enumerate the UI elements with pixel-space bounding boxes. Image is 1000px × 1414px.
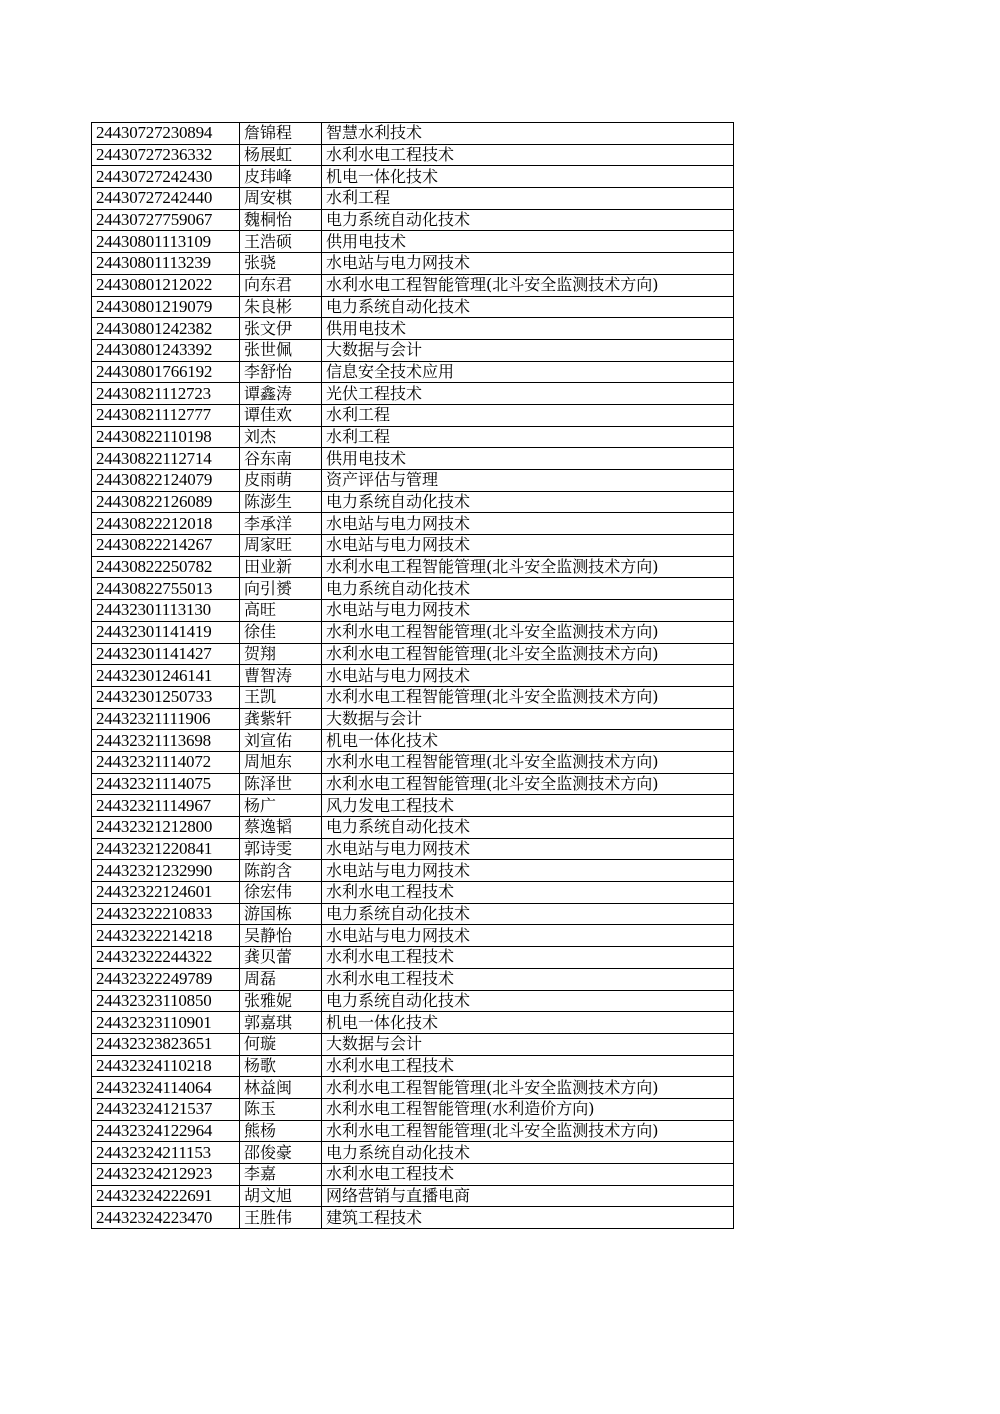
student-id-cell: 24430822212018: [92, 513, 240, 535]
student-name-cell: 吴静怡: [240, 925, 322, 947]
table-row: [92, 1142, 734, 1164]
major-cell: 水利水电工程智能管理(北斗安全监测技术方向): [322, 1120, 734, 1142]
student-id-cell: 24432321114072: [92, 751, 240, 773]
major-cell: 水电站与电力网技术: [322, 665, 734, 687]
table-row: [92, 1033, 734, 1055]
student-name-cell: 龚紫轩: [240, 708, 322, 730]
student-name-cell: 陈澎生: [240, 491, 322, 513]
student-id-cell: 24430727759067: [92, 209, 240, 231]
table-row: [92, 838, 734, 860]
student-name-cell: 游国栋: [240, 903, 322, 925]
major-cell: 水利工程: [322, 404, 734, 426]
student-id-cell: 24432324114064: [92, 1077, 240, 1099]
student-name-cell: 林益闽: [240, 1077, 322, 1099]
table-row: [92, 925, 734, 947]
major-cell: 电力系统自动化技术: [322, 1142, 734, 1164]
table-row: [92, 621, 734, 643]
student-name-cell: 杨歌: [240, 1055, 322, 1077]
student-name-cell: 郭嘉琪: [240, 1012, 322, 1034]
student-name-cell: 徐宏伟: [240, 882, 322, 904]
table-row: [92, 1164, 734, 1186]
major-cell: 水利水电工程智能管理(北斗安全监测技术方向): [322, 556, 734, 578]
student-name-cell: 魏桐怡: [240, 209, 322, 231]
student-id-cell: 24430727242430: [92, 166, 240, 188]
student-name-cell: 周安棋: [240, 188, 322, 210]
major-cell: 水利水电工程技术: [322, 968, 734, 990]
table-row: [92, 665, 734, 687]
table-row: [92, 209, 734, 231]
student-name-cell: 周旭东: [240, 751, 322, 773]
major-cell: 供用电技术: [322, 318, 734, 340]
student-name-cell: 詹锦程: [240, 123, 322, 145]
table-row: [92, 990, 734, 1012]
student-name-cell: 邵俊豪: [240, 1142, 322, 1164]
major-cell: 水利水电工程技术: [322, 144, 734, 166]
major-cell: 水电站与电力网技术: [322, 253, 734, 275]
major-cell: 电力系统自动化技术: [322, 990, 734, 1012]
student-name-cell: 张世佩: [240, 339, 322, 361]
table-row: [92, 882, 734, 904]
major-cell: 水利工程: [322, 188, 734, 210]
student-id-cell: 24430727242440: [92, 188, 240, 210]
student-name-cell: 张文伊: [240, 318, 322, 340]
student-name-cell: 刘杰: [240, 426, 322, 448]
table-row: [92, 751, 734, 773]
major-cell: 水利水电工程技术: [322, 1055, 734, 1077]
student-name-cell: 贺翔: [240, 643, 322, 665]
table-row: [92, 404, 734, 426]
student-id-cell: 24432321220841: [92, 838, 240, 860]
table-row: [92, 448, 734, 470]
major-cell: 水利水电工程智能管理(北斗安全监测技术方向): [322, 274, 734, 296]
student-name-cell: 徐佳: [240, 621, 322, 643]
student-id-cell: 24430822110198: [92, 426, 240, 448]
student-name-cell: 皮雨萌: [240, 470, 322, 492]
student-id-cell: 24432321114967: [92, 795, 240, 817]
student-id-cell: 24432301113130: [92, 600, 240, 622]
major-cell: 水利水电工程技术: [322, 1164, 734, 1186]
table-row: [92, 166, 734, 188]
student-name-cell: 周家旺: [240, 535, 322, 557]
major-cell: 机电一体化技术: [322, 166, 734, 188]
student-id-cell: 24432323110850: [92, 990, 240, 1012]
table-row: [92, 817, 734, 839]
table-row: [92, 318, 734, 340]
student-id-cell: 24430801242382: [92, 318, 240, 340]
table-row: [92, 773, 734, 795]
major-cell: 水电站与电力网技术: [322, 925, 734, 947]
student-id-cell: 24430727236332: [92, 144, 240, 166]
major-cell: 水电站与电力网技术: [322, 513, 734, 535]
student-name-cell: 王浩硕: [240, 231, 322, 253]
table-row: [92, 556, 734, 578]
student-id-cell: 24430821112777: [92, 404, 240, 426]
major-cell: 水利水电工程智能管理(北斗安全监测技术方向): [322, 643, 734, 665]
student-id-cell: 24432324110218: [92, 1055, 240, 1077]
student-id-cell: 24432324122964: [92, 1120, 240, 1142]
student-name-cell: 何璇: [240, 1033, 322, 1055]
student-id-cell: 24432322210833: [92, 903, 240, 925]
student-id-cell: 24430822214267: [92, 535, 240, 557]
major-cell: 水利水电工程技术: [322, 882, 734, 904]
table-row: [92, 144, 734, 166]
major-cell: 水利水电工程智能管理(北斗安全监测技术方向): [322, 686, 734, 708]
student-name-cell: 郭诗雯: [240, 838, 322, 860]
student-id-cell: 24432324222691: [92, 1185, 240, 1207]
table-row: [92, 643, 734, 665]
major-cell: 水电站与电力网技术: [322, 600, 734, 622]
student-name-cell: 杨展虹: [240, 144, 322, 166]
student-name-cell: 向引赟: [240, 578, 322, 600]
student-id-cell: 24432321114075: [92, 773, 240, 795]
table-row: [92, 491, 734, 513]
major-cell: 水电站与电力网技术: [322, 860, 734, 882]
major-cell: 电力系统自动化技术: [322, 209, 734, 231]
student-name-cell: 张骁: [240, 253, 322, 275]
student-name-cell: 王胜伟: [240, 1207, 322, 1229]
table-row: [92, 708, 734, 730]
student-id-cell: 24432322249789: [92, 968, 240, 990]
major-cell: 电力系统自动化技术: [322, 296, 734, 318]
student-name-cell: 李嘉: [240, 1164, 322, 1186]
major-cell: 网络营销与直播电商: [322, 1185, 734, 1207]
student-id-cell: 24432301141427: [92, 643, 240, 665]
major-cell: 供用电技术: [322, 231, 734, 253]
student-name-cell: 曹智涛: [240, 665, 322, 687]
student-id-cell: 24432322244322: [92, 947, 240, 969]
student-id-cell: 24430821112723: [92, 383, 240, 405]
major-cell: 机电一体化技术: [322, 1012, 734, 1034]
student-name-cell: 谭鑫涛: [240, 383, 322, 405]
table-row: [92, 274, 734, 296]
student-name-cell: 周磊: [240, 968, 322, 990]
major-cell: 风力发电工程技术: [322, 795, 734, 817]
student-id-cell: 24432321212800: [92, 817, 240, 839]
table-row: [92, 426, 734, 448]
student-id-cell: 24432321113698: [92, 730, 240, 752]
table-row: [92, 1185, 734, 1207]
student-name-cell: 陈泽世: [240, 773, 322, 795]
table-row: [92, 860, 734, 882]
student-name-cell: 皮玮峰: [240, 166, 322, 188]
major-cell: 水利工程: [322, 426, 734, 448]
student-name-cell: 谷东南: [240, 448, 322, 470]
table-row: [92, 296, 734, 318]
student-name-cell: 陈韵含: [240, 860, 322, 882]
major-cell: 电力系统自动化技术: [322, 491, 734, 513]
student-id-cell: 24432323823651: [92, 1033, 240, 1055]
major-cell: 电力系统自动化技术: [322, 578, 734, 600]
table-row: [92, 600, 734, 622]
student-id-cell: 24432301250733: [92, 686, 240, 708]
student-id-cell: 24430727230894: [92, 123, 240, 145]
student-name-cell: 胡文旭: [240, 1185, 322, 1207]
student-id-cell: 24432301141419: [92, 621, 240, 643]
table-row: [92, 513, 734, 535]
student-id-cell: 24432322214218: [92, 925, 240, 947]
table-row: [92, 947, 734, 969]
table-row: [92, 1077, 734, 1099]
student-name-cell: 朱良彬: [240, 296, 322, 318]
table-row: [92, 903, 734, 925]
table-row: [92, 361, 734, 383]
major-cell: 电力系统自动化技术: [322, 903, 734, 925]
student-name-cell: 王凯: [240, 686, 322, 708]
table-row: [92, 231, 734, 253]
table-row: [92, 968, 734, 990]
student-name-cell: 田业新: [240, 556, 322, 578]
table-row: [92, 1207, 734, 1229]
student-id-cell: 24430822112714: [92, 448, 240, 470]
table-row: [92, 470, 734, 492]
student-id-cell: 24432324223470: [92, 1207, 240, 1229]
table-row: [92, 253, 734, 275]
student-id-cell: 24430801219079: [92, 296, 240, 318]
major-cell: 资产评估与管理: [322, 470, 734, 492]
major-cell: 光伏工程技术: [322, 383, 734, 405]
student-id-cell: 24430822250782: [92, 556, 240, 578]
student-id-cell: 24432321232990: [92, 860, 240, 882]
student-name-cell: 杨广: [240, 795, 322, 817]
table-row: [92, 535, 734, 557]
major-cell: 水电站与电力网技术: [322, 838, 734, 860]
student-name-cell: 陈玉: [240, 1098, 322, 1120]
student-id-cell: 24432321111906: [92, 708, 240, 730]
major-cell: 水利水电工程智能管理(北斗安全监测技术方向): [322, 773, 734, 795]
table-row: [92, 1012, 734, 1034]
student-name-cell: 高旺: [240, 600, 322, 622]
table-row: [92, 1098, 734, 1120]
major-cell: 水利水电工程智能管理(北斗安全监测技术方向): [322, 1077, 734, 1099]
major-cell: 水利水电工程智能管理(北斗安全监测技术方向): [322, 751, 734, 773]
major-cell: 智慧水利技术: [322, 123, 734, 145]
major-cell: 机电一体化技术: [322, 730, 734, 752]
major-cell: 大数据与会计: [322, 1033, 734, 1055]
student-id-cell: 24430801212022: [92, 274, 240, 296]
student-table-body: [92, 123, 734, 1229]
student-id-cell: 24430801766192: [92, 361, 240, 383]
table-row: [92, 383, 734, 405]
table-row: [92, 795, 734, 817]
student-id-cell: 24432324212923: [92, 1164, 240, 1186]
student-id-cell: 24430801113109: [92, 231, 240, 253]
table-row: [92, 578, 734, 600]
student-id-cell: 24430822124079: [92, 470, 240, 492]
major-cell: 信息安全技术应用: [322, 361, 734, 383]
table-row: [92, 1055, 734, 1077]
major-cell: 大数据与会计: [322, 708, 734, 730]
student-name-cell: 向东君: [240, 274, 322, 296]
student-name-cell: 熊杨: [240, 1120, 322, 1142]
table-row: [92, 730, 734, 752]
student-name-cell: 蔡逸韬: [240, 817, 322, 839]
student-name-cell: 李承洋: [240, 513, 322, 535]
student-name-cell: 李舒怡: [240, 361, 322, 383]
student-id-cell: 24432301246141: [92, 665, 240, 687]
major-cell: 水电站与电力网技术: [322, 535, 734, 557]
major-cell: 水利水电工程技术: [322, 947, 734, 969]
major-cell: 水利水电工程智能管理(水利造价方向): [322, 1098, 734, 1120]
table-row: [92, 339, 734, 361]
major-cell: 供用电技术: [322, 448, 734, 470]
student-table: [91, 122, 734, 1229]
student-id-cell: 24430822126089: [92, 491, 240, 513]
student-name-cell: 龚贝蕾: [240, 947, 322, 969]
student-id-cell: 24432323110901: [92, 1012, 240, 1034]
student-id-cell: 24432324121537: [92, 1098, 240, 1120]
table-row: [92, 123, 734, 145]
major-cell: 建筑工程技术: [322, 1207, 734, 1229]
student-name-cell: 张雅妮: [240, 990, 322, 1012]
table-row: [92, 1120, 734, 1142]
student-name-cell: 刘宣佑: [240, 730, 322, 752]
student-id-cell: 24432322124601: [92, 882, 240, 904]
student-id-cell: 24430801243392: [92, 339, 240, 361]
major-cell: 大数据与会计: [322, 339, 734, 361]
student-name-cell: 谭佳欢: [240, 404, 322, 426]
table-row: [92, 686, 734, 708]
table-row: [92, 188, 734, 210]
major-cell: 电力系统自动化技术: [322, 817, 734, 839]
student-id-cell: 24430801113239: [92, 253, 240, 275]
major-cell: 水利水电工程智能管理(北斗安全监测技术方向): [322, 621, 734, 643]
student-id-cell: 24432324211153: [92, 1142, 240, 1164]
student-id-cell: 24430822755013: [92, 578, 240, 600]
